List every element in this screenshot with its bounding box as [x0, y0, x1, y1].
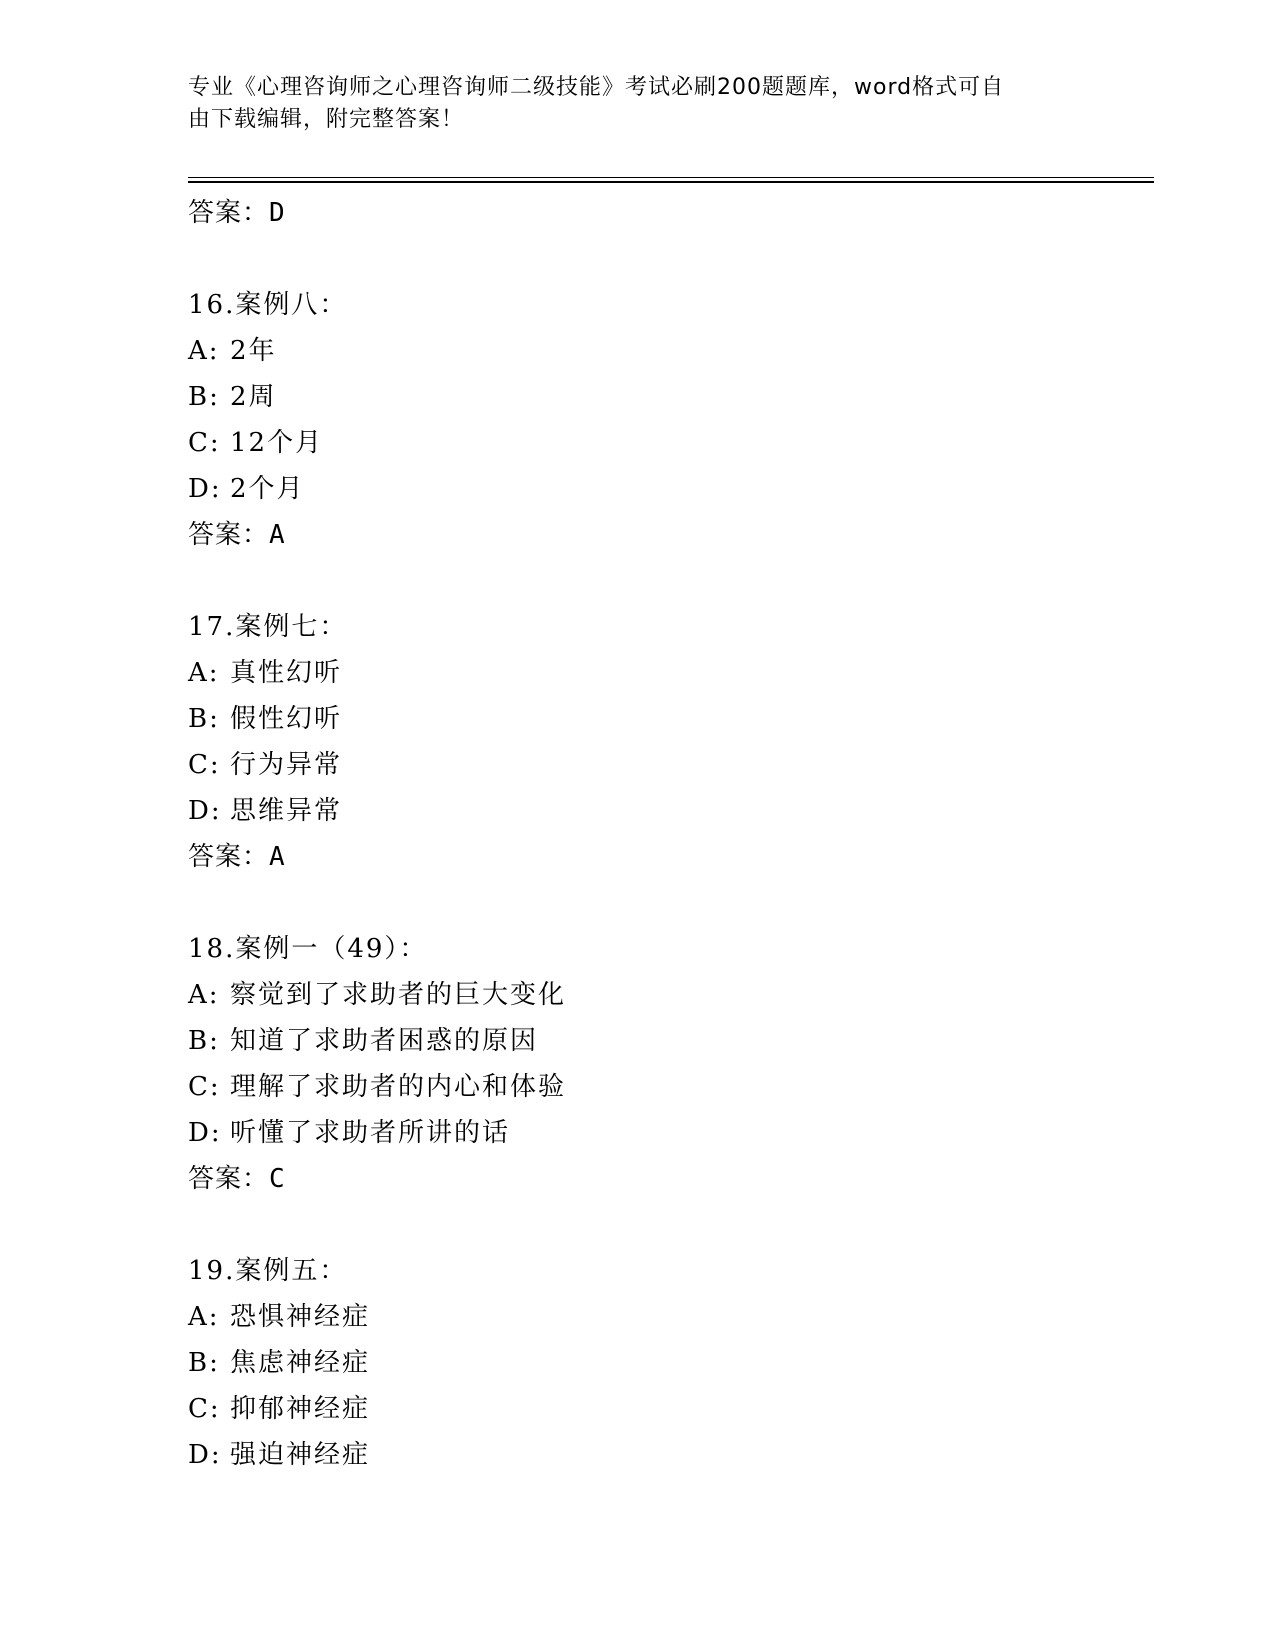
answer-value: C — [269, 1164, 286, 1194]
answer-value: A — [269, 842, 286, 872]
question-block — [188, 604, 1154, 880]
option-text: 12个月 — [230, 428, 324, 458]
option-letter: D: — [188, 796, 222, 826]
option-letter: D: — [188, 474, 222, 504]
option-text: 思维异常 — [230, 796, 343, 826]
option-letter: A: — [188, 336, 220, 366]
option-letter: B: — [188, 1026, 220, 1056]
header-line-2: 由下载编辑，附完整答案！ — [188, 107, 465, 132]
answer-line — [188, 512, 1154, 558]
option-text: 理解了求助者的内心和体验 — [230, 1072, 567, 1102]
option-text: 知道了求助者困惑的原因 — [230, 1026, 539, 1056]
option-text: 抑郁神经症 — [230, 1394, 371, 1424]
option-letter: C: — [188, 750, 221, 780]
option-a — [188, 328, 1154, 374]
option-c — [188, 742, 1154, 788]
answer-line — [188, 190, 1154, 236]
question-title: 18.案例一（49）： — [188, 934, 428, 964]
option-letter: A: — [188, 658, 220, 688]
header-divider-thin — [188, 177, 1154, 178]
option-text: 焦虑神经症 — [230, 1348, 371, 1378]
option-text: 恐惧神经症 — [230, 1302, 371, 1332]
option-letter: D: — [188, 1440, 222, 1470]
answer-line — [188, 1156, 1154, 1202]
answer-label: 答案： — [188, 520, 270, 550]
option-text: 听懂了求助者所讲的话 — [230, 1118, 511, 1148]
answer-label: 答案： — [188, 198, 270, 228]
option-letter: C: — [188, 1072, 221, 1102]
question-block — [188, 1248, 1154, 1478]
option-b — [188, 1340, 1154, 1386]
document-header — [188, 72, 1088, 136]
option-c — [188, 1386, 1154, 1432]
question-list — [188, 190, 1154, 1524]
option-letter: B: — [188, 1348, 220, 1378]
question-title: 19.案例五： — [188, 1256, 348, 1286]
header-divider-thick — [188, 181, 1154, 183]
option-letter: A: — [188, 1302, 220, 1332]
option-b — [188, 1018, 1154, 1064]
option-a — [188, 1294, 1154, 1340]
answer-value: D — [269, 198, 286, 228]
option-text: 察觉到了求助者的巨大变化 — [230, 980, 567, 1010]
option-d — [188, 466, 1154, 512]
option-text: 2周 — [230, 382, 277, 412]
header-line-1: 专业《心理咨询师之心理咨询师二级技能》考试必刷200题题库，word格式可自 — [188, 75, 1005, 100]
option-c — [188, 420, 1154, 466]
option-letter: B: — [188, 704, 220, 734]
answer-line — [188, 834, 1154, 880]
option-text: 假性幻听 — [230, 704, 343, 734]
answer-label: 答案： — [188, 842, 270, 872]
question-title: 17.案例七： — [188, 612, 348, 642]
option-text: 强迫神经症 — [230, 1440, 371, 1470]
option-letter: C: — [188, 1394, 221, 1424]
option-d — [188, 1110, 1154, 1156]
option-b — [188, 374, 1154, 420]
question-block — [188, 282, 1154, 558]
option-text: 真性幻听 — [230, 658, 343, 688]
option-a — [188, 650, 1154, 696]
option-letter: A: — [188, 980, 220, 1010]
question-title: 16.案例八： — [188, 290, 348, 320]
option-text: 2个月 — [230, 474, 305, 504]
option-c — [188, 1064, 1154, 1110]
option-d — [188, 788, 1154, 834]
answer-value: A — [269, 520, 286, 550]
option-letter: D: — [188, 1118, 222, 1148]
option-a — [188, 972, 1154, 1018]
option-letter: B: — [188, 382, 220, 412]
option-text: 2年 — [230, 336, 277, 366]
option-text: 行为异常 — [230, 750, 343, 780]
option-b — [188, 696, 1154, 742]
question-block — [188, 926, 1154, 1202]
answer-label: 答案： — [188, 1164, 270, 1194]
option-letter: C: — [188, 428, 221, 458]
option-d — [188, 1432, 1154, 1478]
